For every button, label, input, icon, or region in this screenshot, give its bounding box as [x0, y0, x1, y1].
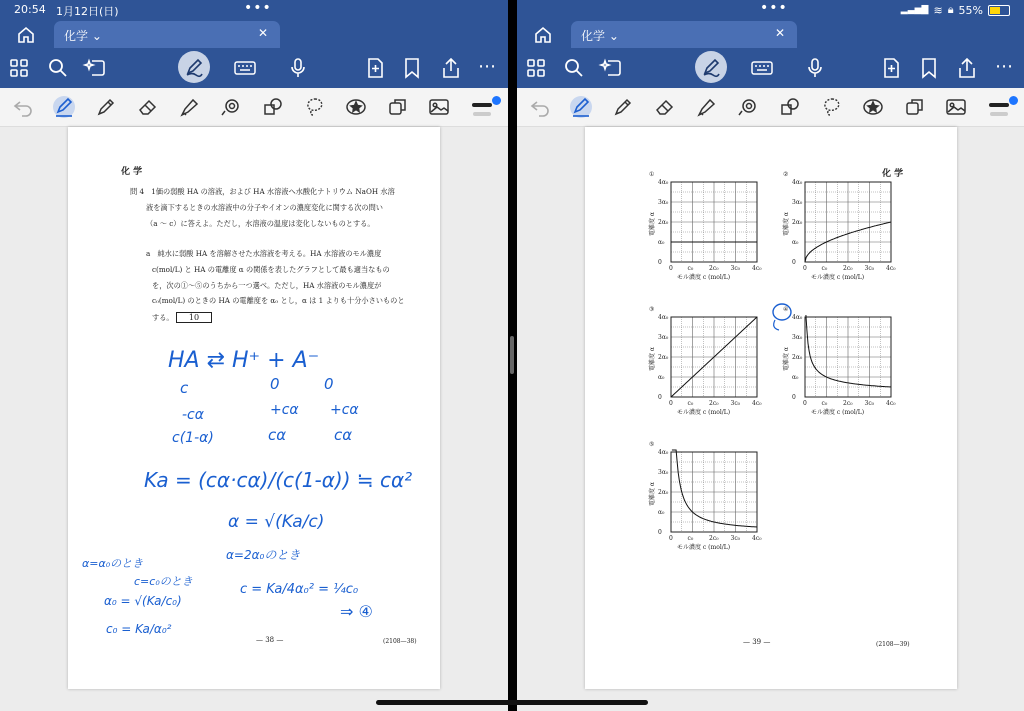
app-header-right	[517, 0, 1024, 88]
undo-icon[interactable]	[529, 96, 551, 118]
graph-number-3: ③	[649, 306, 655, 313]
graph-curve-5	[672, 450, 757, 527]
main-toolbar	[0, 48, 508, 88]
x-tick-label: 3c₀	[864, 400, 875, 407]
color-indicator[interactable]	[492, 96, 501, 105]
image-icon[interactable]	[428, 96, 450, 118]
y-axis-label: 電離度 α	[783, 212, 790, 236]
keyboard-icon[interactable]	[234, 57, 256, 79]
search-icon[interactable]	[563, 57, 585, 79]
hw-eq-ha: c(1-α)	[172, 430, 214, 446]
x-tick-label: 2c₀	[843, 265, 853, 272]
page-number: — 39 —	[743, 638, 771, 646]
y-axis-label: 電離度 α	[783, 347, 790, 371]
tab-title: 化学	[64, 29, 89, 43]
y-tick-label: 0	[792, 394, 796, 401]
shapes-icon[interactable]	[779, 96, 801, 118]
y-tick-label: α₀	[658, 374, 665, 381]
drawing-toolbar	[0, 88, 508, 127]
stroke-thickness-option[interactable]	[473, 112, 491, 116]
part-a-line-4: c₀(mol/L) のときの HA の電離度を α₀ とし，α は 1 よりも十分小さいものと	[152, 296, 405, 305]
sticker-icon[interactable]	[862, 96, 884, 118]
bookmark-icon[interactable]	[918, 57, 940, 79]
y-tick-label: 2α₀	[792, 354, 803, 361]
copy-layers-icon[interactable]	[387, 96, 409, 118]
hw-change-a: +cα	[330, 402, 359, 418]
y-tick-label: α₀	[792, 239, 799, 246]
part-a-line-5-text: する。	[152, 313, 174, 322]
y-tick-label: 2α₀	[792, 219, 803, 226]
y-tick-label: 4α₀	[658, 314, 669, 321]
x-axis-label: モル濃度 c (mol/L)	[811, 409, 865, 416]
x-tick-label: 4c₀	[752, 400, 762, 407]
chevron-down-icon[interactable]: ⌄	[608, 29, 619, 43]
x-tick-label: c₀	[687, 265, 694, 272]
hw-change-ha: -cα	[182, 407, 204, 423]
more-options-icon[interactable]: ⋯	[478, 56, 496, 77]
x-tick-label: 2c₀	[843, 400, 853, 407]
hw-note1: α=α₀のとき	[82, 557, 144, 570]
hw-note1b: c=c₀のとき	[134, 575, 193, 588]
hw-init-ha: c	[180, 379, 189, 397]
y-tick-label: 2α₀	[658, 354, 669, 361]
x-axis-label: モル濃度 c (mol/L)	[677, 409, 731, 416]
hw-eq-a: cα	[334, 426, 353, 444]
split-view-divider[interactable]	[510, 336, 514, 374]
lasso-eraser-icon[interactable]	[737, 96, 759, 118]
hw-circle-tail	[774, 320, 779, 330]
document-tab[interactable]	[571, 21, 797, 48]
ballpoint-pen-icon[interactable]	[53, 96, 75, 118]
signal-icon: ▂▃▅▇	[900, 5, 929, 15]
hw-ka: Ka = (cα·cα)/(c(1-α)) ≒ cα²	[144, 468, 413, 492]
main-toolbar-right	[517, 48, 1024, 88]
y-tick-label: 3α₀	[658, 334, 669, 341]
microphone-icon[interactable]	[287, 57, 309, 79]
lasso-select-icon[interactable]	[304, 96, 326, 118]
x-tick-label: 3c₀	[730, 265, 741, 272]
x-tick-label: 4c₀	[886, 400, 896, 407]
y-tick-label: α₀	[658, 509, 665, 516]
question-line-3: （a ～ c）に答えよ。ただし，水溶液の温度は変化しないものとする。	[146, 219, 375, 228]
app-header	[0, 0, 508, 88]
search-icon[interactable]	[47, 57, 69, 79]
battery-icon	[988, 5, 1010, 16]
status-bar-right	[517, 0, 1024, 20]
page-code: (2108—39)	[876, 641, 910, 648]
graph-number-4: ④	[783, 306, 789, 313]
add-page-icon[interactable]	[364, 57, 386, 79]
y-tick-label: 3α₀	[792, 334, 803, 341]
home-icon[interactable]	[16, 25, 36, 45]
lock-icon: 🔒︎	[947, 3, 954, 16]
x-tick-label: 3c₀	[730, 400, 741, 407]
x-tick-label: 2c₀	[709, 535, 719, 542]
shapes-icon[interactable]	[262, 96, 284, 118]
image-icon[interactable]	[945, 96, 967, 118]
y-tick-label: 3α₀	[792, 199, 803, 206]
page-code: (2108—38)	[383, 638, 417, 645]
grid-icon[interactable]	[525, 57, 547, 79]
x-tick-label: c₀	[821, 265, 828, 272]
y-axis-label: 電離度 α	[649, 347, 656, 371]
y-tick-label: α₀	[658, 239, 665, 246]
highlighter-icon[interactable]	[695, 96, 717, 118]
microphone-icon[interactable]	[804, 57, 826, 79]
handwriting-layer	[68, 127, 440, 689]
status-date: 1月12日(日)	[56, 5, 119, 18]
page-header: 化 学	[121, 167, 143, 177]
battery-percent: 55%	[958, 3, 983, 17]
home-icon[interactable]	[533, 25, 553, 45]
x-tick-label: 4c₀	[752, 535, 762, 542]
x-tick-label: 4c₀	[886, 265, 896, 272]
x-tick-label: 0	[803, 400, 807, 407]
pencil-icon[interactable]	[612, 96, 634, 118]
x-tick-label: 0	[669, 400, 673, 407]
eraser-icon[interactable]	[137, 96, 159, 118]
keyboard-icon[interactable]	[751, 57, 773, 79]
question-line-2: 液を滴下するときの水溶液中の分子やイオンの濃度変化に関する次の問い	[146, 203, 383, 212]
y-tick-label: 4α₀	[792, 314, 803, 321]
document-tab[interactable]	[54, 21, 280, 48]
x-tick-label: 3c₀	[864, 265, 875, 272]
highlighter-icon[interactable]	[178, 96, 200, 118]
y-tick-label: 0	[792, 259, 796, 266]
part-a-line-2: c(mol/L) と HA の電離度 α の関係を表したグラフとして最も適当なもの	[152, 265, 390, 274]
x-axis-label: モル濃度 c (mol/L)	[677, 274, 731, 281]
hw-eq-h: cα	[268, 426, 287, 444]
y-tick-label: α₀	[792, 374, 799, 381]
x-tick-label: c₀	[687, 535, 694, 542]
y-tick-label: 0	[658, 259, 662, 266]
y-tick-label: 3α₀	[658, 199, 669, 206]
ballpoint-pen-icon[interactable]	[570, 96, 592, 118]
close-tab-icon[interactable]: ✕	[774, 26, 785, 40]
home-indicator[interactable]	[376, 700, 648, 705]
x-tick-label: 0	[669, 535, 673, 542]
tab-title: 化学	[581, 29, 606, 43]
y-axis-label: 電離度 α	[649, 482, 656, 506]
hw-a0: α₀ = √(Ka/c₀)	[104, 594, 182, 608]
hw-c-eq: c = Ka/4α₀² = ¼c₀	[240, 582, 359, 597]
hw-answer: ⇒ ④	[340, 602, 373, 621]
stroke-thickness-selected[interactable]	[989, 103, 1009, 107]
hw-note2: α=2α₀のとき	[226, 548, 301, 562]
graph-number-2: ②	[783, 171, 789, 178]
x-tick-label: 3c₀	[730, 535, 741, 542]
x-tick-label: 0	[669, 265, 673, 272]
y-axis-label: 電離度 α	[649, 212, 656, 236]
pen-mode-button[interactable]	[695, 51, 727, 83]
share-icon[interactable]	[440, 57, 462, 79]
left-pane	[0, 0, 508, 711]
y-tick-label: 0	[658, 394, 662, 401]
y-tick-label: 2α₀	[658, 219, 669, 226]
add-page-icon[interactable]	[880, 57, 902, 79]
x-tick-label: 2c₀	[709, 265, 719, 272]
status-icons	[901, 3, 1010, 17]
part-a-line-3: を，次の①～⑤のうちから一つ選べ。ただし，HA 水溶液のモル濃度が	[152, 281, 382, 290]
eraser-icon[interactable]	[654, 96, 676, 118]
multitask-dots-icon[interactable]: •••	[760, 0, 788, 16]
x-tick-label: 4c₀	[752, 265, 762, 272]
x-axis-label: モル濃度 c (mol/L)	[677, 544, 731, 551]
right-pane	[517, 0, 1024, 711]
y-tick-label: 0	[658, 529, 662, 536]
sticker-icon[interactable]	[345, 96, 367, 118]
answer-box: 10	[176, 312, 212, 323]
page-number: — 38 —	[256, 636, 284, 644]
share-icon[interactable]	[956, 57, 978, 79]
x-axis-label: モル濃度 c (mol/L)	[811, 274, 865, 281]
multitask-dots-icon[interactable]: •••	[244, 0, 272, 16]
hw-change-h: +cα	[270, 402, 299, 418]
y-tick-label: 2α₀	[658, 489, 669, 496]
document-page-right[interactable]	[585, 127, 957, 689]
wifi-icon: ≋	[933, 3, 943, 17]
chevron-down-icon[interactable]: ⌄	[91, 29, 102, 43]
pen-icon	[184, 57, 204, 77]
question-line-1: 問 4 1価の弱酸 HA の溶液，および HA 水溶液へ水酸化ナトリウム NaOH 水溶	[130, 187, 395, 196]
pencil-icon[interactable]	[95, 96, 117, 118]
x-tick-label: 0	[803, 265, 807, 272]
part-a-line-1: a 純水に弱酸 HA を溶解させた水溶液を考える。HA 水溶液のモル濃度	[146, 249, 382, 258]
stroke-thickness-selected[interactable]	[472, 103, 492, 107]
grid-icon[interactable]	[8, 57, 30, 79]
ai-assist-icon[interactable]	[601, 57, 623, 79]
graph-number-5: ⑤	[649, 441, 655, 448]
undo-icon[interactable]	[12, 96, 34, 118]
ai-assist-icon[interactable]	[85, 57, 107, 79]
graph-curve-4	[806, 315, 891, 387]
y-tick-label: 4α₀	[658, 449, 669, 456]
page-header: 化 学	[882, 169, 904, 179]
hw-c0: c₀ = Ka/α₀²	[106, 622, 172, 636]
lasso-select-icon[interactable]	[821, 96, 843, 118]
drawing-toolbar-right	[517, 88, 1024, 127]
x-tick-label: 2c₀	[709, 400, 719, 407]
color-indicator[interactable]	[1009, 96, 1018, 105]
lasso-eraser-icon[interactable]	[220, 96, 242, 118]
pen-mode-button[interactable]	[178, 51, 210, 83]
bookmark-icon[interactable]	[401, 57, 423, 79]
status-time: 20:54	[14, 3, 46, 16]
close-tab-icon[interactable]: ✕	[257, 26, 268, 40]
status-bar	[0, 0, 508, 20]
document-page-left[interactable]	[68, 127, 440, 689]
hw-alpha: α = √(Ka/c)	[228, 512, 325, 532]
y-tick-label: 4α₀	[792, 179, 803, 186]
stroke-thickness-option[interactable]	[990, 112, 1008, 116]
hw-init-h: 0	[270, 375, 280, 393]
x-tick-label: c₀	[687, 400, 694, 407]
graph-number-1: ①	[649, 171, 655, 178]
copy-layers-icon[interactable]	[904, 96, 926, 118]
y-tick-label: 4α₀	[658, 179, 669, 186]
pen-icon	[701, 57, 721, 77]
hw-init-a: 0	[324, 375, 334, 393]
y-tick-label: 3α₀	[658, 469, 669, 476]
hw-equilibrium: HA ⇄ H⁺ + A⁻	[168, 348, 320, 373]
more-options-icon[interactable]: ⋯	[995, 56, 1013, 77]
x-tick-label: c₀	[821, 400, 828, 407]
